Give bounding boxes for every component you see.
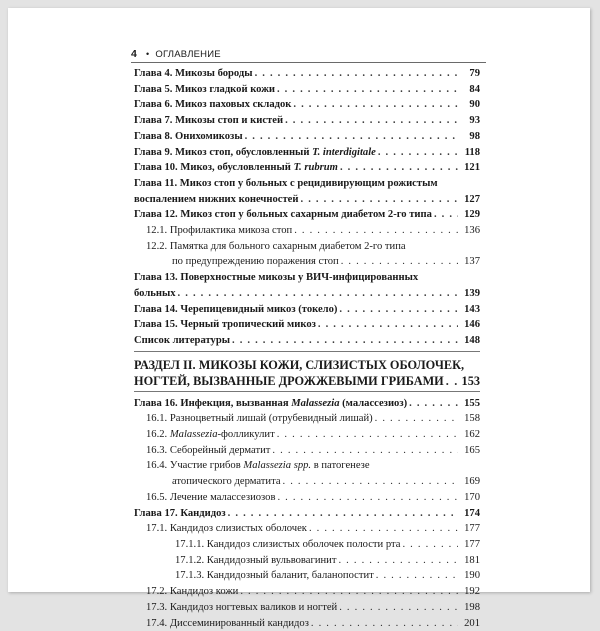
entry-page-number: 79: [460, 66, 480, 82]
dot-leader: [376, 568, 458, 584]
entry-page-number: 169: [460, 474, 480, 490]
entry-page-number: 84: [460, 82, 480, 98]
dot-leader: [318, 317, 458, 333]
entry-title-part: 17.1.3. Кандидозный баланит, баланопостит: [175, 570, 374, 581]
entry-title: [134, 207, 432, 223]
toc-entry: [134, 584, 480, 600]
entry-title: [134, 302, 337, 318]
entry-title-part: 16.2.: [146, 429, 170, 440]
entry-title-part: Глава 14. Черепицевидный микоз (токело): [134, 304, 337, 315]
entry-page-number: 118: [460, 145, 480, 161]
entry-page-number: 153: [460, 373, 480, 389]
entry-title-line: 12.2. Памятка для больного сахарным диабетом 2-го типа: [146, 239, 480, 255]
toc-entry: [134, 239, 480, 270]
entry-page-number: 201: [460, 616, 480, 631]
dot-leader: [178, 286, 458, 302]
entry-title-part: 17.1.1. Кандидоз слизистых оболочек полости рта: [175, 539, 400, 550]
toc-entry: [134, 223, 480, 239]
entry-page-number: 165: [460, 443, 480, 459]
entry-title: [146, 223, 292, 239]
entry-title-part: НОГТЕЙ, ВЫЗВАННЫЕ ДРОЖЖЕВЫМИ ГРИБАМИ: [134, 374, 444, 388]
entry-page-number: 158: [460, 411, 480, 427]
header-bullet: •: [146, 49, 149, 59]
entry-page-number: 121: [460, 160, 480, 176]
toc-entry: [134, 176, 480, 207]
toc-entry: [134, 129, 480, 145]
entry-title-part: 16.1. Разноцветный лишай (отрубевидный лишай): [146, 413, 373, 424]
entry-title-line: Глава 13. Поверхностные микозы у ВИЧ-инфицированных: [134, 270, 480, 286]
entry-title-part: Глава 9. Микоз стоп, обусловленный: [134, 147, 312, 158]
toc-entry: [134, 317, 480, 333]
entry-title-part: Глава 7. Микозы стоп и кистей: [134, 115, 283, 126]
entry-title-part: 16.3. Себорейный дерматит: [146, 445, 270, 456]
entry-title-line: Глава 11. Микоз стоп у больных с рецидивирующим рожистым: [134, 176, 480, 192]
entry-title-part: в патогенезе: [311, 460, 369, 471]
dot-leader: [338, 553, 458, 569]
entry-page-number: 129: [460, 207, 480, 223]
entry-page-number: 162: [460, 427, 480, 443]
entry-title-part: Malassezia: [291, 398, 339, 409]
dot-leader: [294, 223, 458, 239]
dot-leader: [228, 506, 458, 522]
toc-entry: [134, 553, 480, 569]
toc-entry: [134, 458, 480, 489]
entry-title-part: Malassezia spp.: [243, 460, 311, 471]
entry-title: [134, 317, 316, 333]
book-page: [8, 8, 590, 592]
toc-entry: [134, 568, 480, 584]
entry-title-part: Глава 12. Микоз стоп у больных сахарным диабетом 2-го типа: [134, 209, 432, 220]
entry-title-part: T. interdigitale: [312, 147, 376, 158]
entry-page-number: 177: [460, 521, 480, 537]
toc-entry: [134, 521, 480, 537]
entry-title: [134, 160, 338, 176]
entry-title: [134, 145, 376, 161]
entry-title: [146, 600, 337, 616]
toc-entry: [134, 427, 480, 443]
toc-entry: [134, 357, 480, 396]
entry-title: [134, 286, 176, 302]
entry-page-number: 155: [460, 396, 480, 412]
entry-title: [146, 490, 275, 506]
toc-entry: [134, 160, 480, 176]
dot-leader: [311, 616, 458, 631]
entry-title-part: по предупреждению поражения стоп: [172, 256, 339, 267]
dot-leader: [434, 207, 458, 223]
toc-entry: [134, 396, 480, 412]
toc-entry: [134, 207, 480, 223]
entry-title: [175, 568, 374, 584]
entry-page-number: 146: [460, 317, 480, 333]
dot-leader: [232, 333, 458, 349]
dot-leader: [446, 373, 458, 389]
toc-entry: [134, 537, 480, 553]
dot-leader: [301, 192, 459, 208]
toc-entry: [134, 333, 480, 349]
entry-page-number: 98: [460, 129, 480, 145]
dot-leader: [375, 411, 458, 427]
entry-page-number: 143: [460, 302, 480, 318]
entry-page-number: 174: [460, 506, 480, 522]
toc-entry: [134, 145, 480, 161]
dot-leader: [283, 474, 458, 490]
entry-title: [134, 82, 275, 98]
header-rule: [131, 62, 486, 63]
entry-title: [134, 113, 283, 129]
section-divider: [134, 391, 480, 392]
entry-title-part: воспалением нижних конечностей: [134, 194, 299, 205]
toc-entry: [134, 97, 480, 113]
entry-title: [134, 66, 253, 82]
entry-page-number: 177: [460, 537, 480, 553]
header-title: ОГЛАВЛЕНИЕ: [155, 49, 220, 60]
toc-entry: [134, 411, 480, 427]
entry-title: [146, 411, 373, 427]
entry-page-number: 190: [460, 568, 480, 584]
entry-page-number: 137: [460, 254, 480, 270]
running-header: [131, 48, 221, 60]
dot-leader: [293, 97, 458, 113]
dot-leader: [378, 145, 458, 161]
entry-title: [134, 333, 230, 349]
dot-leader: [285, 113, 458, 129]
entry-title-part: Список литературы: [134, 335, 230, 346]
entry-title: [146, 427, 275, 443]
entry-title: [146, 616, 309, 631]
entry-title: [134, 192, 299, 208]
entry-page-number: 170: [460, 490, 480, 506]
entry-page-number: 198: [460, 600, 480, 616]
dot-leader: [339, 600, 458, 616]
entry-title-part: Глава 15. Черный тропический микоз: [134, 319, 316, 330]
entry-title: [134, 97, 291, 113]
toc-entry: [134, 113, 480, 129]
entry-title: [175, 553, 336, 569]
dot-leader: [277, 427, 458, 443]
entry-title-part: Глава 10. Микоз, обусловленный: [134, 162, 294, 173]
toc-entry: [134, 506, 480, 522]
entry-title-part: Глава 8. Онихомикозы: [134, 131, 243, 142]
entry-title: [134, 129, 243, 145]
entry-title: [134, 373, 444, 389]
toc-entry: [134, 302, 480, 318]
entry-page-number: 90: [460, 97, 480, 113]
entry-title-part: Глава 16. Инфекция, вызванная: [134, 398, 291, 409]
entry-title-part: атопического дерматита: [172, 476, 281, 487]
entry-page-number: 93: [460, 113, 480, 129]
dot-leader: [409, 396, 458, 412]
entry-page-number: 181: [460, 553, 480, 569]
header-page-number: 4: [131, 48, 137, 60]
entry-title-part: Глава 6. Микоз паховых складок: [134, 99, 291, 110]
entry-title-part: Глава 4. Микозы бороды: [134, 68, 253, 79]
dot-leader: [341, 254, 458, 270]
entry-title-part: Глава 17. Кандидоз: [134, 508, 226, 519]
entry-page-number: 127: [460, 192, 480, 208]
dot-leader: [309, 521, 458, 537]
entry-title: [134, 396, 407, 412]
entry-title: [175, 537, 400, 553]
entry-title-part: Глава 5. Микоз гладкой кожи: [134, 84, 275, 95]
toc-entry: [134, 600, 480, 616]
entry-title: [146, 474, 281, 490]
toc-entry: [134, 82, 480, 98]
entry-page-number: 136: [460, 223, 480, 239]
toc-entry: [134, 616, 480, 631]
entry-title-part: 16.4. Участие грибов: [146, 460, 243, 471]
entry-title-part: 12.1. Профилактика микоза стоп: [146, 225, 292, 236]
entry-title-part: 17.1.2. Кандидозный вульвовагинит: [175, 555, 336, 566]
entry-title: [146, 584, 238, 600]
entry-title-part: -фолликулит: [218, 429, 275, 440]
section-divider: [134, 351, 480, 352]
entry-title-line: РАЗДЕЛ II. МИКОЗЫ КОЖИ, СЛИЗИСТЫХ ОБОЛОЧЕК,: [134, 357, 480, 373]
dot-leader: [339, 302, 458, 318]
toc-entry: [134, 270, 480, 301]
entry-title-part: 16.5. Лечение малассезиозов: [146, 492, 275, 503]
entry-title: [134, 506, 226, 522]
entry-title: [146, 443, 270, 459]
entry-title-part: 17.4. Диссеминированный кандидоз: [146, 618, 309, 629]
dot-leader: [277, 82, 458, 98]
dot-leader: [255, 66, 458, 82]
entry-title-line: [146, 458, 480, 474]
toc-entry: [134, 490, 480, 506]
entry-title-part: 17.3. Кандидоз ногтевых валиков и ногтей: [146, 602, 337, 613]
entry-title-part: (малассезиоз): [340, 398, 408, 409]
dot-leader: [402, 537, 458, 553]
entry-title: [146, 254, 339, 270]
dot-leader: [340, 160, 458, 176]
entry-title-part: Malassezia: [170, 429, 218, 440]
table-of-contents: [134, 66, 480, 631]
entry-title-part: T. rubrum: [294, 162, 338, 173]
toc-entry: [134, 443, 480, 459]
entry-title-part: 17.1. Кандидоз слизистых оболочек: [146, 523, 307, 534]
dot-leader: [272, 443, 458, 459]
entry-title-part: больных: [134, 288, 176, 299]
entry-title: [146, 521, 307, 537]
entry-page-number: 139: [460, 286, 480, 302]
entry-page-number: 192: [460, 584, 480, 600]
entry-title-part: 17.2. Кандидоз кожи: [146, 586, 238, 597]
dot-leader: [245, 129, 458, 145]
dot-leader: [240, 584, 458, 600]
entry-page-number: 148: [460, 333, 480, 349]
toc-entry: [134, 66, 480, 82]
dot-leader: [277, 490, 458, 506]
